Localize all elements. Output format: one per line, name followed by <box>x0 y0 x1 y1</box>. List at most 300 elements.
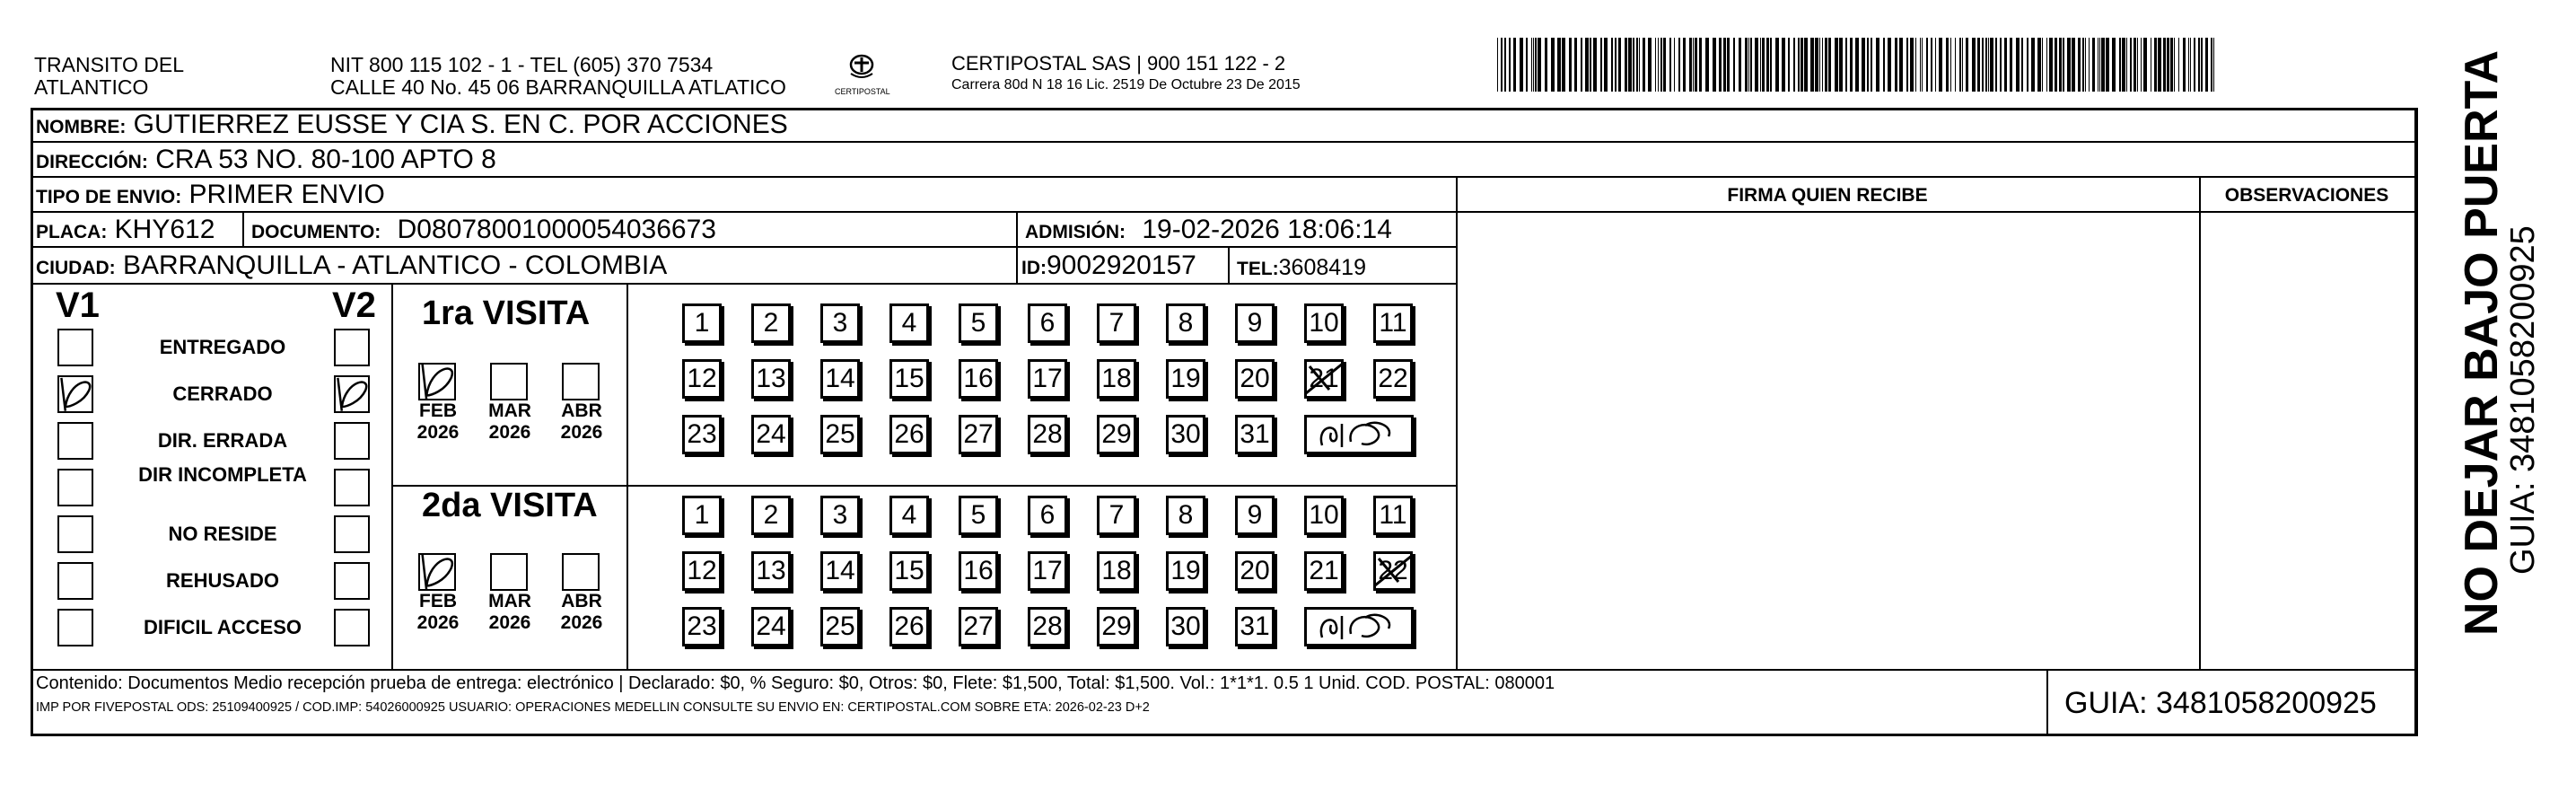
barcode-bar <box>2112 38 2116 92</box>
v2-checkbox-3[interactable] <box>334 469 370 506</box>
sender-line-1: TRANSITO DEL <box>34 53 184 76</box>
day-box-9[interactable]: 9 <box>1235 303 1275 343</box>
plate-label: PLACA: <box>36 222 108 242</box>
courier-name: CERTIPOSTAL SAS | 900 151 122 - 2 <box>951 52 1286 75</box>
barcode-bar <box>2049 38 2053 92</box>
barcode-bar <box>1876 38 1879 92</box>
barcode-bar <box>2106 38 2109 92</box>
barcode-bar <box>2119 38 2121 92</box>
barcode-bar <box>1745 38 1748 92</box>
month-label: MAR 2026 <box>488 591 531 633</box>
day-box-23[interactable]: 23 <box>682 415 722 454</box>
barcode-bar <box>1825 38 1827 92</box>
day-box-3[interactable]: 3 <box>820 496 860 535</box>
document-value: D08078001000054036673 <box>397 215 716 244</box>
barcode-bar <box>1663 38 1666 92</box>
barcode-bar <box>1713 38 1716 92</box>
sender-line-2: ATLANTICO <box>34 75 149 99</box>
sender-address: CALLE 40 No. 45 06 BARRANQUILLA ATLATICO <box>330 75 786 99</box>
sender-name <box>34 54 184 99</box>
logo-text: CERTIPOSTAL <box>835 87 890 96</box>
barcode-bar <box>1581 38 1582 92</box>
barcode-bar <box>1926 38 1928 92</box>
day-box-2[interactable]: 2 <box>751 303 791 343</box>
day-box-6[interactable]: 6 <box>1028 303 1067 343</box>
barcode-bar <box>2046 38 2047 92</box>
barcode-bar <box>1982 38 1984 92</box>
barcode-bar <box>1798 38 1800 92</box>
v2-checkbox-4[interactable] <box>334 515 370 553</box>
barcode-bar <box>2122 38 2125 92</box>
recipient-address: CRA 53 NO. 80-100 APTO 8 <box>155 145 496 174</box>
barcode-bar <box>1695 38 1697 92</box>
barcode-bar <box>2004 38 2007 92</box>
v2-checkbox-6[interactable] <box>334 609 370 646</box>
type-row <box>36 180 385 213</box>
day-box-11[interactable]: 11 <box>1373 303 1413 343</box>
month-label: FEB 2026 <box>416 591 460 633</box>
plate-row <box>36 215 215 248</box>
barcode-bar <box>1658 38 1659 92</box>
month-checkbox-mar[interactable] <box>490 363 528 400</box>
status-label: DIFICIL ACCESO <box>143 616 302 638</box>
barcode-bar <box>2067 38 2071 92</box>
barcode-bar <box>1636 38 1638 92</box>
barcode-bar <box>1535 38 1537 92</box>
tel-label: TEL: <box>1237 259 1279 279</box>
tel-row <box>1237 252 1366 285</box>
barcode-bar <box>2072 38 2075 92</box>
day-box-28[interactable]: 28 <box>1028 415 1067 454</box>
month-check-mark <box>418 357 460 402</box>
day-box-14[interactable]: 14 <box>820 551 860 591</box>
status-label: DIR. ERRADA <box>157 429 288 452</box>
barcode-bar <box>2141 38 2142 92</box>
document-row <box>251 215 716 248</box>
plate-separator <box>242 211 244 246</box>
barcode-bar <box>1625 38 1627 92</box>
type-label: TIPO DE ENVIO: <box>36 187 182 207</box>
barcode-bar <box>1782 38 1785 92</box>
day-box-16[interactable]: 16 <box>959 359 998 399</box>
barcode-bar <box>1545 38 1547 92</box>
v1-checkbox-4[interactable] <box>57 515 93 553</box>
day-box-25[interactable]: 25 <box>820 607 860 646</box>
barcode-bar <box>1520 38 1523 92</box>
barcode-bar <box>1775 38 1779 92</box>
day-box-18[interactable]: 18 <box>1097 359 1136 399</box>
address-label: DIRECCIÓN: <box>36 152 148 172</box>
day-box-9[interactable]: 9 <box>1235 496 1275 535</box>
barcode-bar <box>1633 38 1634 92</box>
barcode-bar <box>1557 38 1561 92</box>
day-box-26[interactable]: 26 <box>889 607 929 646</box>
first-visit-title: 1ra VISITA <box>422 295 591 332</box>
day-box-10[interactable]: 10 <box>1304 496 1344 535</box>
barcode-bar <box>1501 38 1503 92</box>
barcode-bar <box>2178 38 2179 92</box>
barcode-bar <box>1899 38 1903 92</box>
city-row <box>36 251 667 284</box>
barcode-bar <box>1733 38 1735 92</box>
barcode-bar <box>1988 38 1989 92</box>
barcode-bar <box>2167 38 2169 92</box>
barcode-bar <box>2137 38 2138 92</box>
barcode-bar <box>1497 38 1498 92</box>
day-box-1[interactable]: 1 <box>682 303 722 343</box>
barcode-bar <box>2174 38 2175 92</box>
day-box-2[interactable]: 2 <box>751 496 791 535</box>
month-checkbox-abr[interactable] <box>562 363 600 400</box>
initials-scribble <box>1311 609 1410 645</box>
day-box-27[interactable]: 27 <box>959 415 998 454</box>
barcode-bar <box>1643 38 1645 92</box>
day-box-16[interactable]: 16 <box>959 551 998 591</box>
barcode-bar <box>2143 38 2147 92</box>
day-box-19[interactable]: 19 <box>1166 359 1205 399</box>
barcode-bar <box>1585 38 1589 92</box>
document-label: DOCUMENTO: <box>251 222 381 242</box>
barcode-bar <box>1867 38 1869 92</box>
day-box-13[interactable]: 13 <box>751 551 791 591</box>
sender-contact <box>330 54 786 99</box>
barcode-bar <box>2154 38 2157 92</box>
v2-check-mark <box>334 372 373 413</box>
barcode-bar <box>1509 38 1511 92</box>
day-box-12[interactable]: 12 <box>682 359 722 399</box>
barcode-bar <box>1705 38 1709 92</box>
day-box-8[interactable]: 8 <box>1166 496 1205 535</box>
month-checkbox-mar[interactable] <box>490 553 528 591</box>
barcode-bar <box>1804 38 1808 92</box>
barcode-bar <box>1655 38 1656 92</box>
barcode-bar <box>1628 38 1632 92</box>
barcode-bar <box>1839 38 1843 92</box>
barcode-bar <box>1977 38 1980 92</box>
barcode-bar <box>2126 38 2127 92</box>
v1-checkbox-3[interactable] <box>57 469 93 506</box>
day-box-30[interactable]: 30 <box>1166 607 1205 646</box>
v1-checkbox-5[interactable] <box>57 562 93 600</box>
barcode-bar <box>1793 38 1795 92</box>
barcode-bar <box>1538 38 1541 92</box>
barcode-bar <box>1910 38 1914 92</box>
day-box-27[interactable]: 27 <box>959 607 998 646</box>
barcode-bar <box>1828 38 1831 92</box>
barcode-bar <box>1593 38 1597 92</box>
barcode-bar <box>1962 38 1963 92</box>
barcode-bar <box>1819 38 1820 92</box>
barcode-bar <box>1719 38 1722 92</box>
id-value: 9002920157 <box>1047 251 1196 280</box>
barcode-bar <box>1504 38 1506 92</box>
barcode-bar <box>2211 38 2212 92</box>
barcode-bar <box>1551 38 1555 92</box>
admission-value: 19-02-2026 18:06:14 <box>1142 215 1392 244</box>
barcode-bar <box>1895 38 1897 92</box>
barcode-bar <box>1855 38 1859 92</box>
barcode-bar <box>1669 38 1671 92</box>
day-box-17[interactable]: 17 <box>1028 551 1067 591</box>
day-box-4[interactable]: 4 <box>889 496 929 535</box>
day-box-7[interactable]: 7 <box>1097 303 1136 343</box>
barcode-bar <box>1660 38 1662 92</box>
address-row <box>36 145 496 178</box>
day-box-15[interactable]: 15 <box>889 359 929 399</box>
day-box-22[interactable]: 22 <box>1373 551 1413 591</box>
day-box-31[interactable]: 31 <box>1235 607 1275 646</box>
observations-column-header: OBSERVACIONES <box>2224 185 2389 206</box>
signature-column-header: FIRMA QUIEN RECIBE <box>1727 185 1928 206</box>
barcode-bar <box>1766 38 1769 92</box>
no-under-door-warning: NO DEJAR BAJO PUERTA <box>2456 49 2508 636</box>
v2-checkbox-2[interactable] <box>334 422 370 460</box>
barcode-bar <box>1920 38 1921 92</box>
barcode-bar <box>1801 38 1803 92</box>
barcode-bar <box>2130 38 2132 92</box>
barcode-bar <box>1985 38 1987 92</box>
day-box-1[interactable]: 1 <box>682 496 722 535</box>
month-label: ABR 2026 <box>560 591 603 633</box>
day-box-31[interactable]: 31 <box>1235 415 1275 454</box>
day-box-12[interactable]: 12 <box>682 551 722 591</box>
visits-left-border <box>391 283 393 669</box>
day-box-13[interactable]: 13 <box>751 359 791 399</box>
day-box-8[interactable]: 8 <box>1166 303 1205 343</box>
barcode-bar <box>1770 38 1772 92</box>
barcode-bar <box>2099 38 2100 92</box>
second-visit-title: 2da VISITA <box>422 487 598 524</box>
barcode-bar <box>2134 38 2136 92</box>
barcode-bar <box>2010 38 2012 92</box>
city-label: CIUDAD: <box>36 258 116 278</box>
barcode-bar <box>1648 38 1652 92</box>
day-box-19[interactable]: 19 <box>1166 551 1205 591</box>
barcode-bar <box>1693 38 1694 92</box>
name-row <box>36 110 788 143</box>
day-box-28[interactable]: 28 <box>1028 607 1067 646</box>
barcode-bar <box>2055 38 2057 92</box>
barcode-bar <box>1562 38 1565 92</box>
day-box-21[interactable]: 21 <box>1304 359 1344 399</box>
day-box-23[interactable]: 23 <box>682 607 722 646</box>
observations-left-border <box>2199 176 2201 669</box>
day-box-26[interactable]: 26 <box>889 415 929 454</box>
barcode-bar <box>2190 38 2191 92</box>
id-row <box>1021 251 1196 284</box>
barcode-bar <box>1748 38 1749 92</box>
id-label: ID: <box>1021 258 1047 278</box>
barcode-bar <box>2158 38 2161 92</box>
barcode-bar <box>1871 38 1872 92</box>
barcode-bar <box>1990 38 1993 92</box>
barcode-bar <box>2205 38 2208 92</box>
sender-nit: NIT 800 115 102 - 1 - TEL (605) 370 7534 <box>330 53 714 76</box>
barcode-bar <box>2085 38 2086 92</box>
barcode-bar <box>2213 38 2214 92</box>
barcode-bar <box>1600 38 1602 92</box>
day-box-24[interactable]: 24 <box>751 607 791 646</box>
tel-value: 3608419 <box>1278 255 1366 280</box>
day-box-24[interactable]: 24 <box>751 415 791 454</box>
barcode-bar <box>1678 38 1680 92</box>
day-box-18[interactable]: 18 <box>1097 551 1136 591</box>
barcode-bar <box>1946 38 1949 92</box>
day-strike-mark <box>1302 357 1347 399</box>
barcode-bar <box>1966 38 1968 92</box>
month-check-mark <box>418 548 460 593</box>
day-box-5[interactable]: 5 <box>959 303 998 343</box>
courier-license: Carrera 80d N 18 16 Lic. 2519 De Octubre 23 De 2015 <box>951 77 1301 92</box>
day-box-7[interactable]: 7 <box>1097 496 1136 535</box>
day-box-20[interactable]: 20 <box>1235 359 1275 399</box>
barcode-bar <box>1739 38 1741 92</box>
admission-label: ADMISIÓN: <box>1025 222 1126 242</box>
barcode-bar <box>2201 38 2203 92</box>
name-label: NOMBRE: <box>36 117 127 137</box>
tel-separator <box>1228 246 1230 283</box>
v2-checkbox-5[interactable] <box>334 562 370 600</box>
status-label: CERRADO <box>172 383 273 405</box>
barcode-bar <box>2021 38 2023 92</box>
barcode-bar <box>1906 38 1908 92</box>
day-box-4[interactable]: 4 <box>889 303 929 343</box>
day-box-6[interactable]: 6 <box>1028 496 1067 535</box>
barcode-bar <box>1618 38 1621 92</box>
barcode-bar <box>1569 38 1572 92</box>
barcode-bar <box>1674 38 1675 92</box>
month-checkbox-abr[interactable] <box>562 553 600 591</box>
day-box-5[interactable]: 5 <box>959 496 998 535</box>
barcode-bar <box>1590 38 1591 92</box>
barcode-bar <box>2101 38 2105 92</box>
city-value: BARRANQUILLA - ATLANTICO - COLOMBIA <box>123 251 668 280</box>
barcode-bar <box>1760 38 1761 92</box>
day-box-21[interactable]: 21 <box>1304 551 1344 591</box>
barcode-bar <box>2194 38 2195 92</box>
barcode-bar <box>2016 38 2020 92</box>
barcode-bar <box>2198 38 2200 92</box>
day-box-22[interactable]: 22 <box>1373 359 1413 399</box>
barcode-bar <box>1955 38 1956 92</box>
barcode-bar <box>1513 38 1516 92</box>
admission-row <box>1025 215 1392 248</box>
barcode-bar <box>1995 38 1997 92</box>
tracking-barcode <box>1497 38 2219 92</box>
barcode-bar <box>1788 38 1790 92</box>
barcode-bar <box>1850 38 1853 92</box>
barcode-bar <box>1835 38 1838 92</box>
barcode-bar <box>1574 38 1577 92</box>
v2-checkbox-0[interactable] <box>334 329 370 366</box>
v2-header: V2 <box>332 286 376 325</box>
v1-header: V1 <box>56 286 100 325</box>
day-box-11[interactable]: 11 <box>1373 496 1413 535</box>
day-box-30[interactable]: 30 <box>1166 415 1205 454</box>
certipostal-logo <box>835 52 889 99</box>
status-label: DIR INCOMPLETA <box>138 463 307 486</box>
barcode-bar <box>1888 38 1891 92</box>
barcode-bar <box>2089 38 2090 92</box>
barcode-bar <box>1750 38 1752 92</box>
month-label: ABR 2026 <box>560 400 603 443</box>
barcode-bar <box>1972 38 1976 92</box>
barcode-bar <box>1533 38 1534 92</box>
barcode-bar <box>2000 38 2002 92</box>
barcode-bar <box>1683 38 1686 92</box>
footer-content-line: Contenido: Documentos Medio recepción prueba de entrega: electrónico | Declarado: $0, % Seguro: $0, Otros: $0, Flete: $1,500, Total: $1,500. Vol.: 1*1*1. 0.5 1 Unid. COD. POSTAL: 080001 <box>36 673 1555 693</box>
barcode-bar <box>1810 38 1814 92</box>
barcode-bar <box>1845 38 1847 92</box>
day-strike-mark <box>1371 550 1416 591</box>
day-box-3[interactable]: 3 <box>820 303 860 343</box>
day-box-10[interactable]: 10 <box>1304 303 1344 343</box>
v1-checkbox-2[interactable] <box>57 422 93 460</box>
barcode-bar <box>2059 38 2062 92</box>
v1-checkbox-6[interactable] <box>57 609 93 646</box>
barcode-bar <box>1526 38 1528 92</box>
barcode-bar <box>2183 38 2186 92</box>
barcode-bar <box>1755 38 1758 92</box>
barcode-bar <box>1639 38 1640 92</box>
barcode-bar <box>1815 38 1818 92</box>
barcode-bar <box>1950 38 1951 92</box>
barcode-bar <box>1931 38 1932 92</box>
barcode-bar <box>2163 38 2166 92</box>
barcode-bar <box>1935 38 1936 92</box>
day-box-29[interactable]: 29 <box>1097 415 1136 454</box>
status-label: NO RESIDE <box>168 523 277 545</box>
barcode-bar <box>2042 38 2043 92</box>
barcode-bar <box>2063 38 2064 92</box>
day-box-14[interactable]: 14 <box>820 359 860 399</box>
footer-divider <box>31 669 2418 671</box>
logo-emblem-icon <box>835 52 889 83</box>
admission-separator <box>1016 211 1018 283</box>
footer-print-line: IMP POR FIVEPOSTAL ODS: 25109400925 / COD.IMP: 54026000925 USUARIO: OPERACIONES MEDELLIN CONSULTE SU ENVIO EN: CERTIPOSTAL.COM SOBRE ETA: 2026-02-23 D+2 <box>36 700 1150 715</box>
barcode-bar <box>1604 38 1608 92</box>
barcode-bar <box>1615 38 1617 92</box>
day-box-29[interactable]: 29 <box>1097 607 1136 646</box>
barcode-bar <box>1822 38 1823 92</box>
barcode-bar <box>1531 38 1532 92</box>
barcode-bar <box>2037 38 2041 92</box>
barcode-bar <box>1883 38 1885 92</box>
frame-right-edge <box>2414 108 2416 736</box>
recipient-name: GUTIERREZ EUSSE Y CIA S. EN C. POR ACCIONES <box>133 110 788 139</box>
side-guia: GUIA: 3481058200925 <box>2504 225 2542 575</box>
barcode-bar <box>2078 38 2081 92</box>
barcode-bar <box>1862 38 1865 92</box>
v1-checkbox-0[interactable] <box>57 329 93 366</box>
day-box-17[interactable]: 17 <box>1028 359 1067 399</box>
month-label: MAR 2026 <box>488 400 531 443</box>
plate-value: KHY612 <box>114 215 215 244</box>
days-left-border <box>626 283 628 669</box>
barcode-bar <box>1611 38 1613 92</box>
barcode-bar <box>2188 38 2189 92</box>
signature-left-border <box>1456 176 1458 669</box>
barcode-bar <box>1959 38 1961 92</box>
day-box-15[interactable]: 15 <box>889 551 929 591</box>
barcode-bar <box>1762 38 1765 92</box>
barcode-bar <box>1939 38 1942 92</box>
v1-check-mark <box>57 372 97 413</box>
barcode-bar <box>1727 38 1730 92</box>
barcode-bar <box>1699 38 1702 92</box>
day-box-25[interactable]: 25 <box>820 415 860 454</box>
day-box-20[interactable]: 20 <box>1235 551 1275 591</box>
